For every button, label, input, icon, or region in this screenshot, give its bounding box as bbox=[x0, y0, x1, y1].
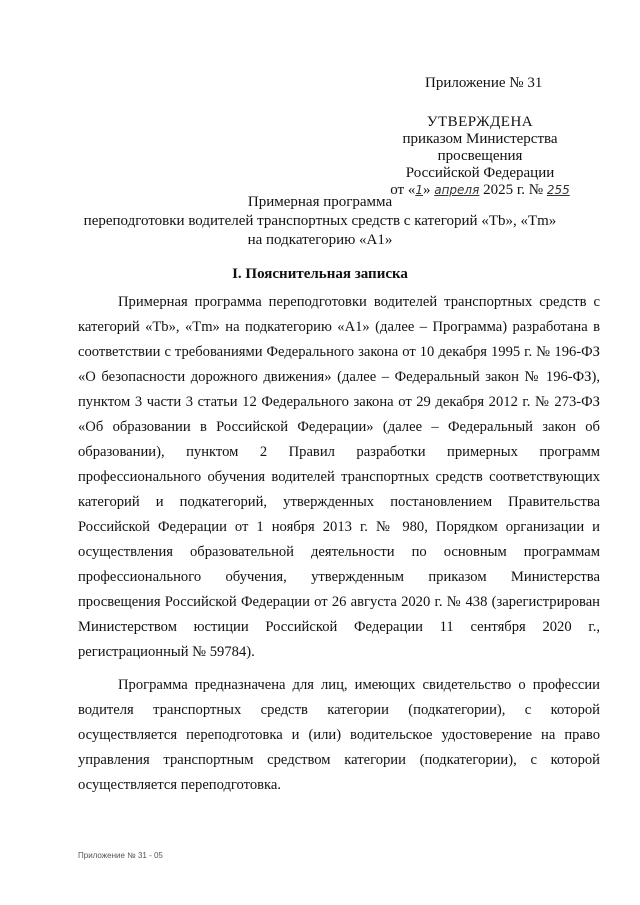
approval-block bbox=[360, 114, 600, 199]
paragraph-1: Примерная программа переподготовки водителей транспортных средств с категорий «Tb», «Tm» на подкатегорию «A1» (далее – Программа) разработана в соответствии с требованиями Федерального закона от 10 декабря 1995 г. № 196-ФЗ «О безопасности дорожного движения» (далее – Федеральный закон № 196-ФЗ), пунктом 3 части 3 статьи 12 Федерального закона от 29 декабря 2012 г. № 273-ФЗ «Об образовании в Российской Федерации» (далее – Федеральный закон об образовании), пунктом 2 Правил разработки примерных программ профессионального обучения водителей транспортных средств соответствующих категорий и подкатегорий, утвержденных постановлением Правительства Российской Федерации от 1 ноября 2013 г. № 980, Порядком организации и осуществления образовательной деятельности по основным программам профессионального обучения, утвержденным приказом Министерства просвещения Российской Федерации от 26 августа 2020 г. № 438 (зарегистрирован Министерством юстиции Российской Федерации 11 сентября 2020 г., регистрационный № 59784). bbox=[78, 294, 600, 660]
order-prefix: от « bbox=[390, 182, 416, 198]
page-footer: Приложение № 31 - 05 bbox=[78, 851, 163, 860]
explanatory-note-body bbox=[78, 290, 600, 798]
program-title-line1: Примерная программа bbox=[247, 194, 393, 210]
section-heading: I. Пояснительная записка bbox=[232, 266, 408, 282]
order-year: 2025 г. № bbox=[483, 182, 544, 198]
order-mid: » bbox=[422, 182, 431, 198]
approved-by-line2: Российской Федерации bbox=[405, 165, 555, 181]
order-month-handwritten: апреля bbox=[434, 183, 480, 197]
program-title-line3: на подкатегорию «A1» bbox=[247, 232, 393, 248]
program-title-line2: переподготовки водителей транспортных средств с категорий «Tb», «Tm» bbox=[83, 213, 557, 229]
program-title bbox=[60, 193, 580, 250]
appendix-number: Приложение № 31 bbox=[425, 75, 543, 91]
paragraph-2: Программа предназначена для лиц, имеющих свидетельство о профессии водителя транспортных средств категории (подкатегории), с которой осуществляется переподготовка и (или) водительское удостоверение на право управления транспортным средством категории (подкатегории), с которой осуществляется переподготовка. bbox=[78, 677, 600, 793]
order-number-handwritten: 255 bbox=[546, 183, 570, 197]
approved-by-line1: приказом Министерства просвещения bbox=[402, 131, 558, 164]
approved-title: УТВЕРЖДЕНА bbox=[426, 114, 534, 130]
order-day-handwritten: 1 bbox=[415, 183, 423, 197]
